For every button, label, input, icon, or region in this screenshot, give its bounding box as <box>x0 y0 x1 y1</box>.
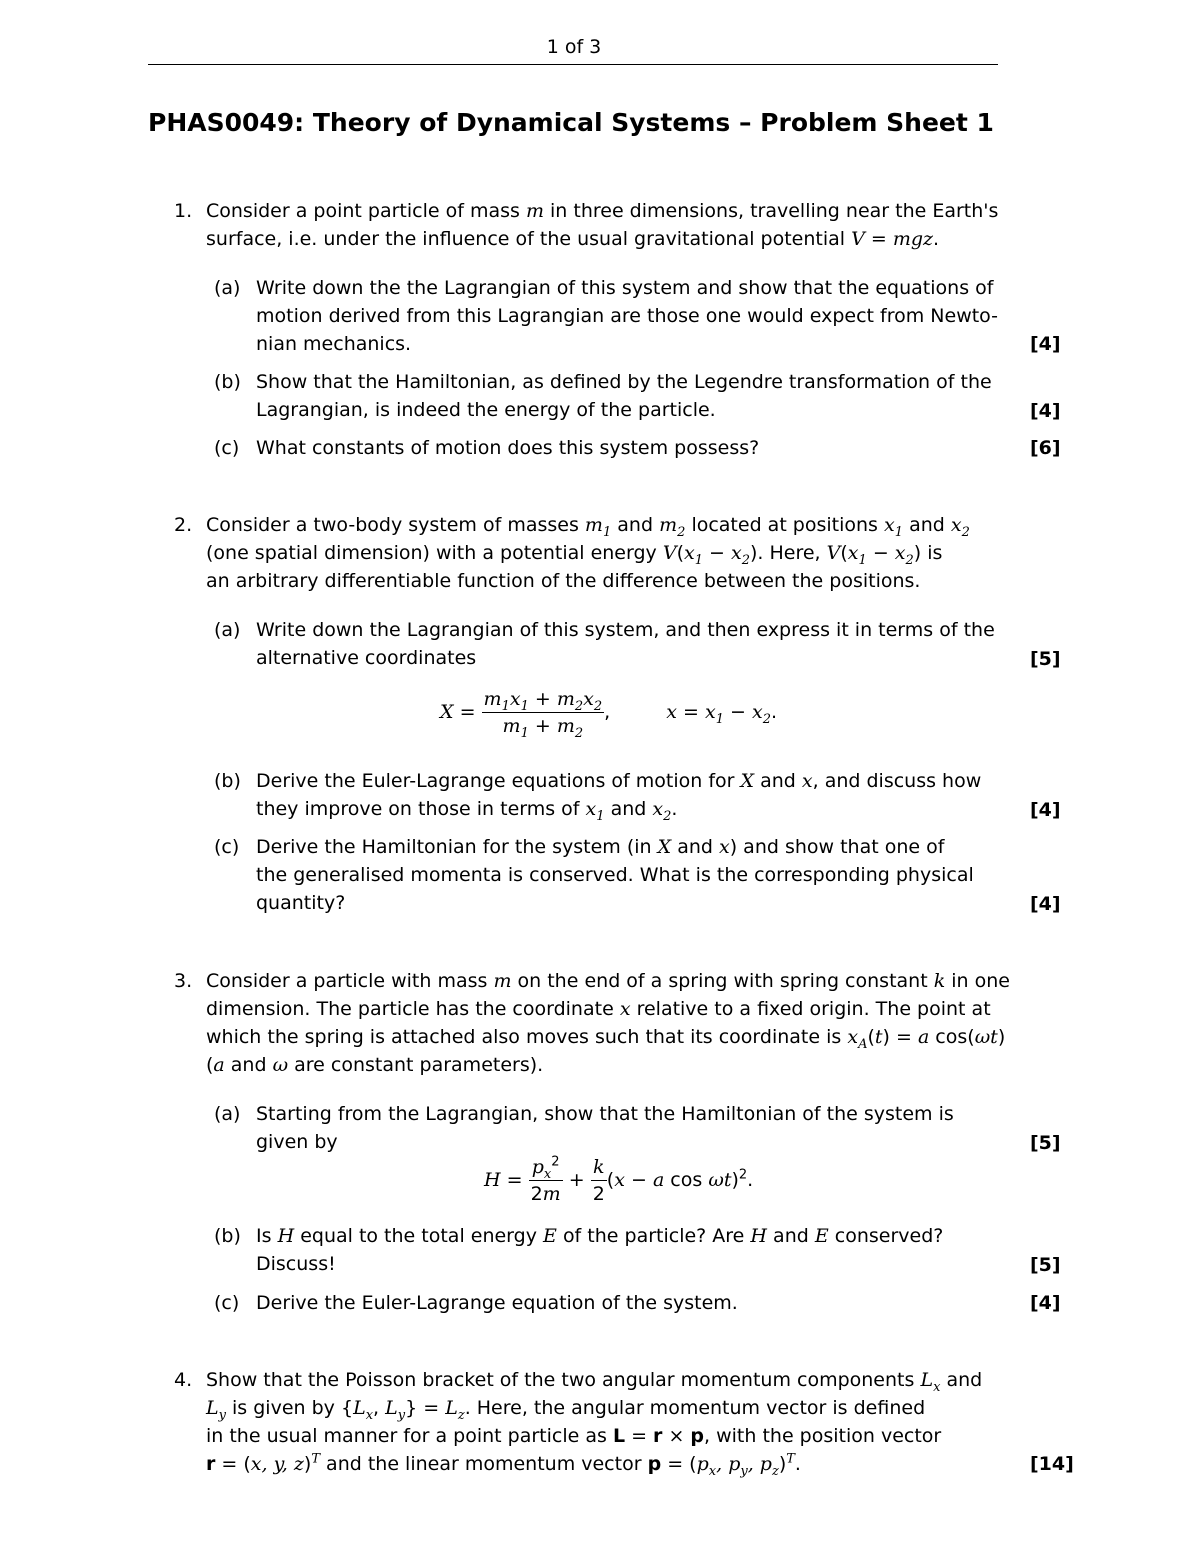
page-number: 1 of 3 <box>546 36 602 58</box>
q4-text: Show that the Poisson bracket of the two angular momentum components $L_x$ and $L_y$ is given by {$L_x$, $L_y\} = L_z$. Here, the angular momentum vector is defined in the usual manner for a point particle as L = r × p, with the position vector r = (x, y, z)$^T$ and the linear momentum vector $p = (p_x$, $p_y$, $p_z)^T$. <box>206 1369 983 1479</box>
q3b-marks: [5] <box>1030 1254 1061 1276</box>
q3-number: 3. <box>174 970 193 992</box>
q3b-text: Is H equal to the total energy E of the particle? Are H and E conserved? Discuss! <box>256 1225 944 1275</box>
q1b-label: (b) <box>214 371 241 393</box>
q2b-label: (b) <box>214 770 241 792</box>
q3b-label: (b) <box>214 1225 241 1247</box>
q1-intro: Consider a point particle of mass m in three dimensions, travelling near the Earth's surface, i.e. under the influence of the usual gravitational potential V = mgz. <box>206 200 999 250</box>
q1a-text: Write down the the Lagrangian of this system and show that the equations of motion derived from this Lagrangian are those one would expect from Newto- nian mechanics. <box>256 277 999 355</box>
q1a-marks: [4] <box>1030 333 1061 355</box>
q1c-label: (c) <box>214 437 240 459</box>
header-rule <box>148 64 998 65</box>
q4-marks: [14] <box>1030 1453 1074 1475</box>
q3a-label: (a) <box>214 1103 241 1125</box>
q2a-marks: [5] <box>1030 648 1061 670</box>
q1b-text: Show that the Hamiltonian, as defined by the Legendre transformation of the Lagrangian, is indeed the energy of the particle. <box>256 371 992 421</box>
q2c-marks: [4] <box>1030 893 1061 915</box>
q3c-label: (c) <box>214 1292 240 1314</box>
q1c-text: What constants of motion does this system possess? <box>256 437 760 459</box>
q2-intro: Consider a two-body system of masses $m_1$ and $m_2$ located at positions $x_1$ and $x_2$ (one spatial dimension) with a potential energy $V(x_1 - x_2)$. Here, $V(x_1 - x_2)$ is an arbitrary differentiable function of the difference between the positions. <box>206 514 970 592</box>
q2-coordinates-equation: X = $\frac{m_1x_1 + m_2x_2}{m_1 + m_2}$ , $x = x_1 - x_2$. <box>440 688 778 741</box>
q2b-text: Derive the Euler-Lagrange equations of motion for X and x, and discuss how they improve on those in terms of $x_1$ and $x_2$. <box>256 770 982 824</box>
q1a-label: (a) <box>214 277 241 299</box>
q3a-text: Starting from the Lagrangian, show that the Hamiltonian of the system is given by <box>256 1103 954 1153</box>
q3-hamiltonian-equation: H = $\frac{p_x^2}{2m}$ + $\frac{k}{2}$ (x − a cos ωt)$^2$. <box>484 1154 754 1205</box>
q3-intro: Consider a particle with mass m on the end of a spring with spring constant k in one dimension. The particle has the coordinate x relative to a fixed origin. The point at which the spring is attached also moves such that its coordinate is $x_A(t) = a$ cos(ωt) (a and ω are constant parameters). <box>206 970 1010 1076</box>
page-title: PHAS0049: Theory of Dynamical Systems – Problem Sheet 1 <box>148 108 994 137</box>
q2c-label: (c) <box>214 836 240 858</box>
q2b-marks: [4] <box>1030 799 1061 821</box>
q2a-label: (a) <box>214 619 241 641</box>
q2-number: 2. <box>174 514 193 536</box>
q3c-marks: [4] <box>1030 1292 1061 1314</box>
q1c-marks: [6] <box>1030 437 1061 459</box>
q3a-marks: [5] <box>1030 1132 1061 1154</box>
q1b-marks: [4] <box>1030 400 1061 422</box>
q1-number: 1. <box>174 200 193 222</box>
q2c-text: Derive the Hamiltonian for the system (in X and x) and show that one of the generalised momenta is conserved. What is the corresponding physical quantity? <box>256 836 974 914</box>
q3c-text: Derive the Euler-Lagrange equation of the system. <box>256 1292 738 1314</box>
q2a-text: Write down the Lagrangian of this system, and then express it in terms of the alternative coordinates <box>256 619 995 669</box>
q4-number: 4. <box>174 1369 193 1391</box>
